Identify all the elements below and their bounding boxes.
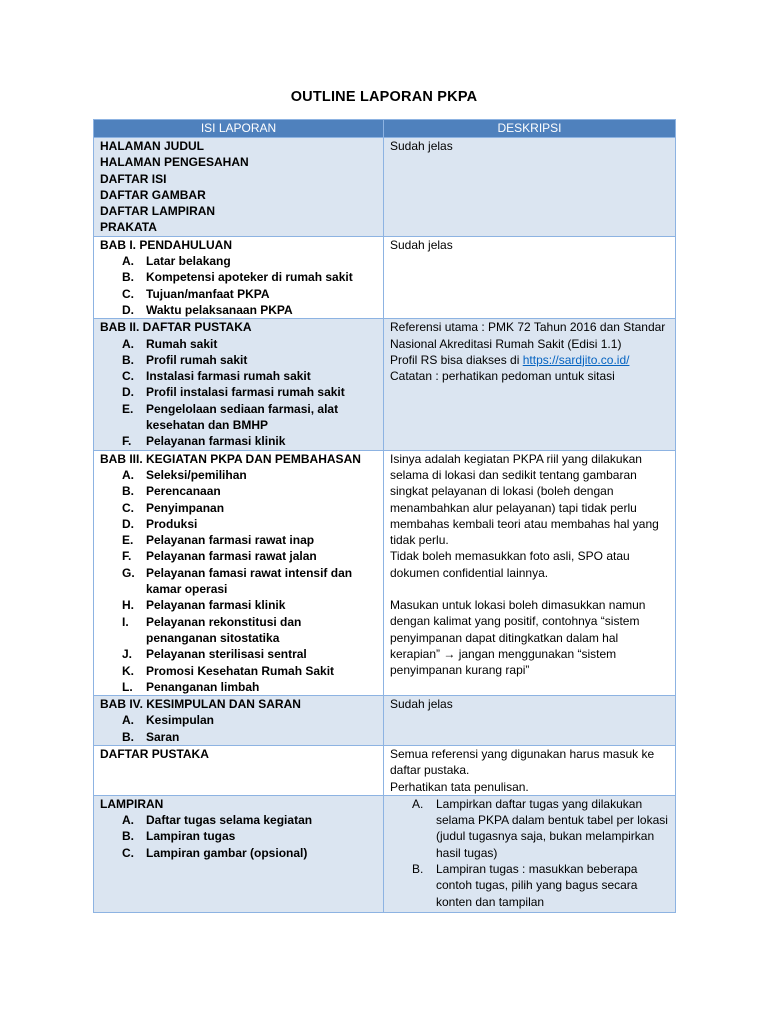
table-row-lampiran	[94, 795, 676, 912]
outline-table	[93, 119, 676, 913]
deskripsi-cell	[384, 745, 676, 795]
deskripsi-text: Sudah jelas	[390, 139, 453, 153]
list-item: A. Daftar tugas selama kegiatan	[122, 813, 313, 828]
subsection-list	[100, 336, 377, 450]
sardjito-link[interactable]: https://sardjito.co.id/	[522, 352, 630, 367]
isi-cell	[94, 138, 384, 237]
deskripsi-cell	[384, 696, 676, 746]
deskripsi-text: Sudah jelas	[390, 697, 453, 712]
section-heading: BAB III. KEGIATAN PKPA DAN PEMBAHASAN	[100, 451, 361, 466]
list-item: H. Pelayanan farmasi klinik	[122, 598, 286, 613]
isi-cell	[94, 236, 384, 318]
front-matter-item: HALAMAN JUDUL	[100, 139, 204, 153]
deskripsi-text: Profil RS bisa diakses di https://sardjito.co.id/	[390, 352, 630, 367]
section-heading: BAB I. PENDAHULUAN	[100, 237, 232, 252]
table-row-front-matter	[94, 138, 676, 237]
deskripsi-text: Sudah jelas	[390, 237, 453, 252]
list-item: A. Lampirkan daftar tugas yang dilakukan selama PKPA dalam bentuk tabel per lokasi (judul tugasnya saja, bukan melampirkan hasil tugas)	[412, 796, 668, 860]
deskripsi-text: Semua referensi yang digunakan harus masuk ke daftar pustaka.	[390, 746, 655, 778]
list-item: B. Perencanaan	[122, 484, 221, 499]
subsection-list	[100, 253, 377, 318]
list-item: K. Promosi Kesehatan Rumah Sakit	[122, 663, 335, 678]
isi-cell	[94, 319, 384, 450]
deskripsi-cell	[384, 319, 676, 450]
list-item: J. Pelayanan sterilisasi sentral	[122, 647, 307, 662]
section-heading: BAB IV. KESIMPULAN DAN SARAN	[100, 697, 301, 712]
table-header-row	[94, 120, 676, 138]
deskripsi-list	[390, 796, 669, 910]
list-item: B. Saran	[122, 729, 180, 744]
section-heading: LAMPIRAN	[100, 796, 164, 811]
column-header-isi-laporan: ISI LAPORAN	[94, 120, 384, 138]
list-item: A. Kesimpulan	[122, 713, 215, 728]
table-row-bab-1	[94, 236, 676, 318]
table-row-bab-3	[94, 450, 676, 695]
deskripsi-text: Masukan untuk lokasi boleh dimasukkan namun dengan kalimat yang positif, contohnya “sistem penyimpanan dapat ditingkatkan dalam hal kerapian” → jangan menggunakan “sistem penyimpanan kurang rapi”	[390, 598, 646, 678]
list-item: B. Lampiran tugas	[122, 829, 236, 844]
isi-cell	[94, 450, 384, 695]
list-item: C. Penyimpanan	[122, 500, 225, 515]
blank-line	[390, 581, 669, 597]
subsection-list	[100, 812, 377, 861]
list-item: F. Pelayanan farmasi klinik	[122, 434, 286, 449]
list-item: A. Seleksi/pemilihan	[122, 467, 247, 482]
isi-cell	[94, 745, 384, 795]
deskripsi-cell	[384, 450, 676, 695]
table-row-bab-4	[94, 696, 676, 746]
list-item: C. Instalasi farmasi rumah sakit	[122, 369, 311, 384]
deskripsi-cell	[384, 138, 676, 237]
list-item: E. Pengelolaan sediaan farmasi, alat kesehatan dan BMHP	[122, 401, 339, 433]
deskripsi-text: Perhatikan tata penulisan.	[390, 779, 529, 794]
list-item: B. Kompetensi apoteker di rumah sakit	[122, 270, 353, 285]
deskripsi-text: Referensi utama : PMK 72 Tahun 2016 dan Standar Nasional Akreditasi Rumah Sakit (Edisi 1.1)	[390, 320, 666, 351]
subsection-list	[100, 467, 377, 695]
deskripsi-text: Tidak boleh memasukkan foto asli, SPO atau dokumen confidential lainnya.	[390, 549, 630, 580]
list-item: E. Pelayanan farmasi rawat inap	[122, 533, 315, 548]
front-matter-item: DAFTAR GAMBAR	[100, 187, 206, 202]
deskripsi-text: Catatan : perhatikan pedoman untuk sitasi	[390, 369, 615, 384]
table-row-daftar-pustaka	[94, 745, 676, 795]
list-item: D. Waktu pelaksanaan PKPA	[122, 302, 293, 317]
isi-cell	[94, 696, 384, 746]
list-item: D. Profil instalasi farmasi rumah sakit	[122, 385, 345, 400]
list-item: F. Pelayanan farmasi rawat jalan	[122, 549, 317, 564]
list-item: D. Produksi	[122, 516, 198, 531]
column-header-deskripsi: DESKRIPSI	[384, 120, 676, 138]
front-matter-item: PRAKATA	[100, 220, 157, 235]
list-item: C. Tujuan/manfaat PKPA	[122, 286, 270, 301]
section-heading: DAFTAR PUSTAKA	[100, 746, 209, 761]
deskripsi-cell	[384, 795, 676, 912]
list-item: A. Latar belakang	[122, 254, 231, 269]
front-matter-item: DAFTAR LAMPIRAN	[100, 204, 216, 219]
subsection-list	[100, 712, 377, 745]
deskripsi-text: Isinya adalah kegiatan PKPA riil yang dilakukan selama di lokasi dan sedikit tentang gambaran singkat pelayanan di lokasi (boleh dengan menambahkan alur pelayanan) tapi tidak perlu membahas kembali teori atau membahas hal yang tidak perlu.	[390, 451, 659, 548]
page-title: OUTLINE LAPORAN PKPA	[290, 89, 478, 105]
list-item: G. Pelayanan famasi rawat intensif dan kamar operasi	[122, 565, 353, 597]
list-item: C. Lampiran gambar (opsional)	[122, 845, 308, 860]
list-item: B. Profil rumah sakit	[122, 352, 248, 367]
section-heading: BAB II. DAFTAR PUSTAKA	[100, 320, 252, 335]
deskripsi-cell	[384, 236, 676, 318]
list-item: B. Lampiran tugas : masukkan beberapa contoh tugas, pilih yang bagus secara konten dan tampilan	[412, 862, 638, 909]
front-matter-item: HALAMAN PENGESAHAN	[100, 155, 249, 170]
isi-cell	[94, 795, 384, 912]
front-matter-item: DAFTAR ISI	[100, 171, 167, 186]
list-item: L. Penanganan limbah	[122, 679, 260, 694]
list-item: I. Pelayanan rekonstitusi dan penanganan sitostatika	[122, 614, 302, 645]
table-row-bab-2	[94, 319, 676, 450]
list-item: A. Rumah sakit	[122, 336, 218, 351]
